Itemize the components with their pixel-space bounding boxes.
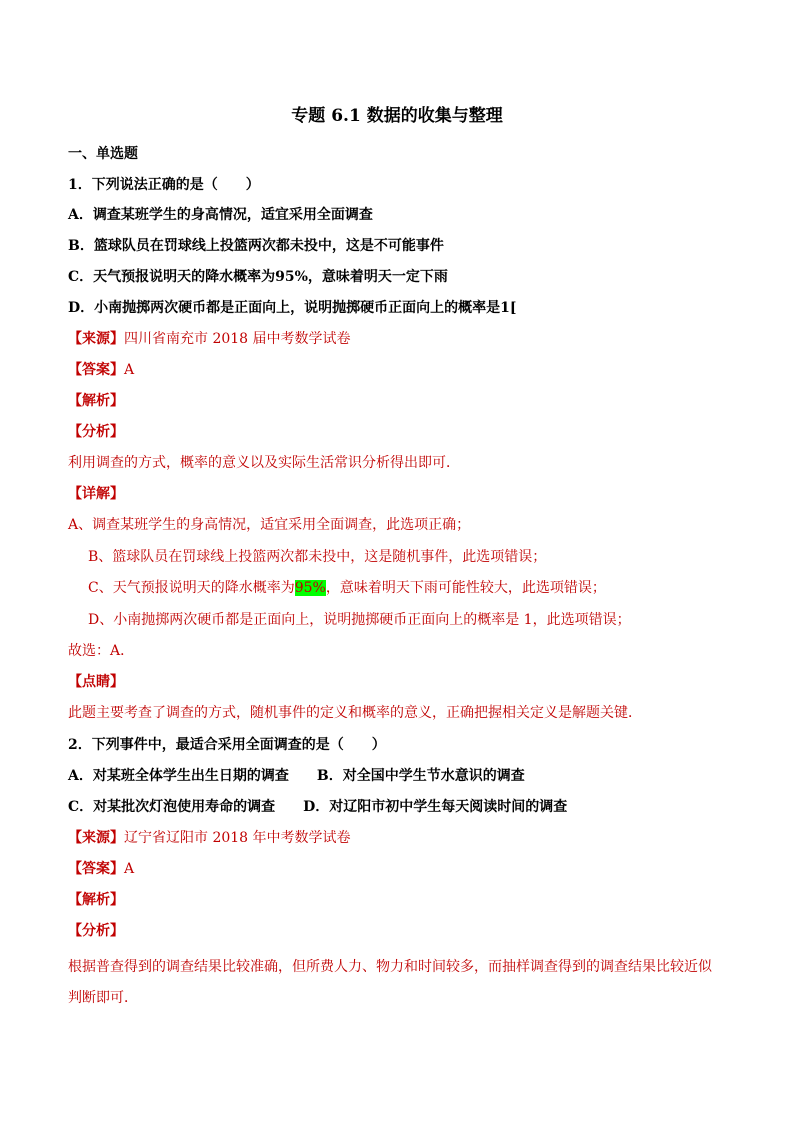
q1-source-tag: 【来源】 xyxy=(68,331,124,347)
q1-detail-b: B、篮球队员在罚球线上投篮两次都未投中，这是随机事件，此选项错误； xyxy=(88,549,547,565)
q1-answer-tag: 【答案】 xyxy=(68,362,124,378)
q1-detail-c-before: C、天气预报说明天的降水概率为 xyxy=(88,580,295,596)
document-title: 专题 6.1 数据的收集与整理 xyxy=(291,106,503,126)
q1-detail-c xyxy=(88,578,734,598)
q1-stem: 1．下列说法正确的是（ ） xyxy=(68,177,260,193)
q2-answer xyxy=(68,859,734,879)
section-heading: 一、单选题 xyxy=(68,146,138,162)
q2-source xyxy=(68,828,734,848)
q1-option-c: C．天气预报说明天的降水概率为95%，意味着明天一定下雨 xyxy=(68,269,448,285)
q1-option-a: A．调查某班学生的身高情况，适宜采用全面调查 xyxy=(68,207,373,223)
q2-analysis-tag: 【解析】 xyxy=(68,892,124,908)
q1-analysis-tag: 【解析】 xyxy=(68,393,124,409)
q1-answer-text: A xyxy=(124,362,135,378)
q1-answer xyxy=(68,360,734,380)
q1-fenxi-tag: 【分析】 xyxy=(68,424,124,440)
q1-fenxi-text: 利用调查的方式，概率的意义以及实际生活常识分析得出即可． xyxy=(68,455,460,471)
q1-option-b: B．篮球队员在罚球线上投篮两次都未投中，这是不可能事件 xyxy=(68,238,444,254)
q1-detail-c-highlight: 95% xyxy=(294,580,326,596)
q2-options-row1: A．对某班全体学生出生日期的调查 B．对全国中学生节水意识的调查 xyxy=(68,768,525,784)
q2-source-tag: 【来源】 xyxy=(68,830,124,846)
q1-comment-text: 此题主要考查了调查的方式，随机事件的定义和概率的意义，正确把握相关定义是解题关键． xyxy=(68,705,642,721)
q2-answer-tag: 【答案】 xyxy=(68,861,124,877)
q1-detail-d: D、小南抛掷两次硬币都是正面向上，说明抛掷硬币正面向上的概率是 1，此选项错误； xyxy=(88,612,631,628)
q2-options-row2: C．对某批次灯泡使用寿命的调查 D．对辽阳市初中学生每天阅读时间的调查 xyxy=(68,799,568,815)
q2-fenxi-tag: 【分析】 xyxy=(68,923,124,939)
q2-fenxi-text: 根据普查得到的调查结果比较准确，但所费人力、物力和时间较多，而抽样调查得到的调查结果比较近似判断即可． xyxy=(68,959,712,1006)
q1-source xyxy=(68,329,734,349)
q1-detail-conclusion: 故选：A． xyxy=(68,643,135,659)
q2-stem: 2．下列事件中，最适合采用全面调查的是（ ） xyxy=(68,737,386,753)
q1-comment-tag: 【点睛】 xyxy=(68,674,124,690)
q1-source-text: 四川省南充市 2018 届中考数学试卷 xyxy=(124,331,351,347)
q1-detail-tag: 【详解】 xyxy=(68,486,124,502)
q1-option-d: D．小南抛掷两次硬币都是正面向上，说明抛掷硬币正面向上的概率是1[ xyxy=(68,300,517,316)
q2-source-text: 辽宁省辽阳市 2018 年中考数学试卷 xyxy=(124,830,351,846)
q1-detail-c-after: ，意味着明天下雨可能性较大，此选项错误； xyxy=(325,580,606,596)
q2-answer-text: A xyxy=(124,861,135,877)
q1-detail-a: A、调查某班学生的身高情况，适宜采用全面调查，此选项正确； xyxy=(68,517,471,533)
